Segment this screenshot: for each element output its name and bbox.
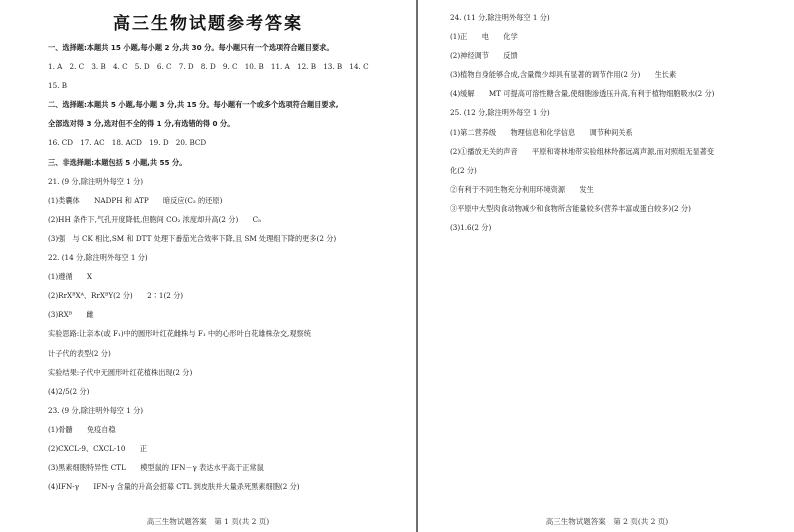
text-line: (2)神经调节 反馈 — [450, 51, 518, 61]
text-line: 计子代的表型(2 分) — [48, 348, 111, 358]
page-2-content — [450, 8, 784, 237]
text-line: 21. (9 分,除注明外每空 1 分) — [48, 176, 144, 186]
text-line: (3)1.6(2 分) — [450, 223, 492, 233]
page-title: 高三生物试题参考答案 — [113, 14, 303, 34]
text-line: (3)RXᴮ 雌 — [48, 310, 94, 320]
text-line: 23. (9 分,除注明外每空 1 分) — [48, 405, 144, 415]
text-line: (4)IFN-γ IFN-γ 含量的升高会招募 CTL 到皮肤并大量杀死黑素细胞(2 分) — [48, 482, 300, 492]
text-line: (3)黑素细胞特异性 CTL 模型鼠的 IFN－γ 表达水平高于正常鼠 — [48, 463, 264, 473]
text-line: (4)缓解 MT 可提高可溶性糖含量,使细胞渗透压升高,有利于植物细胞吸水(2 分) — [450, 89, 715, 99]
text-line: (1)遵循 X — [48, 272, 93, 282]
text-line: (2)RrXᴮXᴬ、RrXᴮY(2 分) 2∶1(2 分) — [48, 291, 184, 301]
text-line: 一、选择题:本题共 15 小题,每小题 2 分,共 30 分。每小题只有一个选项符合题目要求。 — [48, 43, 334, 52]
page-1-content — [48, 38, 412, 496]
text-line: (1)类囊体 NADPH 和 ATP 暗反应(C₃ 的还原) — [48, 195, 223, 205]
text-line: 24. (11 分,除注明外每空 1 分) — [450, 13, 550, 22]
text-line: ②有利于不同生物充分利用环境资源 发生 — [450, 184, 594, 194]
page-2 — [420, 0, 794, 532]
page-1-footer: 高三生物试题答案 第 1 页(共 2 页) — [146, 517, 270, 526]
text-line: (3)植物自身能够合成,含量微少却具有显著的调节作用(2 分) 生长素 — [450, 70, 677, 80]
page-2-footer: 高三生物试题答案 第 2 页(共 2 页) — [545, 517, 669, 526]
text-line: 三、非选择题:本题包括 5 小题,共 55 分。 — [48, 157, 187, 167]
text-line: (3)强 与 CK 相比,SM 和 DTT 处理下番茄光合效率下降,且 SM 处理组下降的更多(2 分) — [48, 233, 337, 243]
text-line: 22. (14 分,除注明外每空 1 分) — [48, 253, 148, 263]
text-line: 全部选对得 3 分,选对但不全的得 1 分,有选错的得 0 分。 — [48, 119, 235, 129]
text-line: 1. A 2. C 3. B 4. C 5. D 6. C 7. D 8. D 9. C 10. B 11. A 12. B 13. B 14. C — [48, 62, 369, 72]
text-line: (1)正 电 化学 — [450, 32, 518, 42]
text-line: 二、选择题:本题共 5 小题,每小题 3 分,共 15 分。每小题有一个或多个选项符合题目要求, — [48, 100, 339, 110]
text-line: (2)CXCL-9、CXCL-10 正 — [48, 443, 148, 453]
text-line: (1)骨髓 免疫自稳 — [48, 424, 116, 434]
text-line: 15. B — [48, 81, 67, 91]
text-line: 25. (12 分,除注明外每空 1 分) — [450, 108, 550, 118]
text-line: 实验结果:子代中无圆形叶红花植株出现(2 分) — [48, 367, 193, 377]
text-line: 实验思路:让亲本(或 F₁)中的圆形叶红花雌株与 F₁ 中的心形叶白花雄株杂交,观察统 — [48, 329, 311, 339]
text-line: (4)2/5(2 分) — [48, 386, 90, 396]
page-divider — [416, 0, 418, 532]
text-line: (2)HH 条件下,气孔开度降低,但胞间 CO₂ 浓度却升高(2 分) C₅ — [48, 214, 262, 224]
text-line: (2)①播放无关的声音 平原和寄林地带实验组林羚都远离声源,而对照组无显著变 — [450, 146, 715, 156]
text-line: ③平原中大型肉食动物减少和食物所含能量较多(营养丰富或蛋白较多)(2 分) — [450, 203, 691, 213]
text-line: 16. CD 17. AC 18. ACD 19. D 20. BCD — [48, 138, 207, 148]
text-line: (1)第二营养级 物理信息和化学信息 调节种间关系 — [450, 127, 633, 137]
text-line: 化(2 分) — [450, 165, 477, 175]
